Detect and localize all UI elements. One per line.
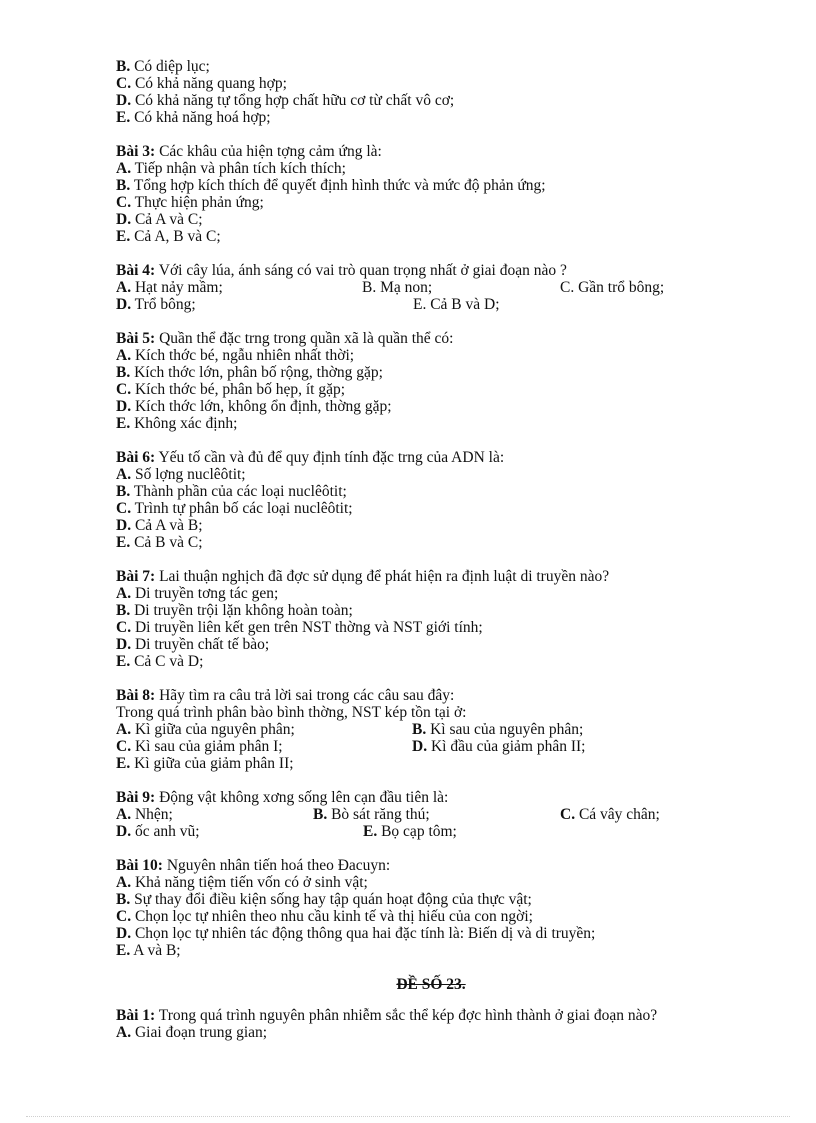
option-c: C. Có khả năng quang hợp; xyxy=(116,75,287,92)
option-b: B. Kì sau của nguyên phân; xyxy=(412,721,584,738)
option-b: B. Mạ non; xyxy=(362,279,433,296)
question-7 xyxy=(116,568,746,670)
question-stem: Bài 6: Yếu tố cần và đủ để quy định tính đặc trng của ADN là: xyxy=(116,449,505,466)
option-d: D. Kì đầu của giảm phân II; xyxy=(412,738,586,755)
option-a: A. Kích thớc bé, ngẫu nhiên nhất thời; xyxy=(116,347,355,364)
option-e: E. Cả B và C; xyxy=(116,534,203,551)
options-row-2 xyxy=(116,823,746,840)
document-page xyxy=(116,58,746,1058)
question-stem-2: Trong quá trình phân bào bình thờng, NST kép tồn tại ở: xyxy=(116,704,467,721)
option-e: E. A và B; xyxy=(116,942,181,959)
question-stem: Bài 4: Với cây lúa, ánh sáng có vai trò quan trọng nhất ở giai đoạn nào ? xyxy=(116,262,567,279)
option-a: A. Tiếp nhận và phân tích kích thích; xyxy=(116,160,346,177)
option-c: C. Chọn lọc tự nhiên theo nhu cầu kinh tế và thị hiếu của con ngời; xyxy=(116,908,533,925)
question-next-1 xyxy=(116,1007,746,1041)
option-e: E. Bọ cạp tôm; xyxy=(363,823,457,840)
option-d: D. Cả A và C; xyxy=(116,211,203,228)
option-b: B. Có diệp lục; xyxy=(116,58,210,75)
option-e: E. Kì giữa của giảm phân II; xyxy=(116,755,294,772)
option-d: D. Cả A và B; xyxy=(116,517,203,534)
option-b: B. Bò sát răng thú; xyxy=(313,806,430,823)
question-5 xyxy=(116,330,746,432)
option-e: E. Có khả năng hoá hợp; xyxy=(116,109,271,126)
option-a: A. Di truyền tơng tác gen; xyxy=(116,585,279,602)
question-3 xyxy=(116,143,746,245)
option-a: A. Hạt nảy mầm; xyxy=(116,279,223,296)
options-row-1 xyxy=(116,806,746,823)
option-e: E. Cả B và D; xyxy=(413,296,500,313)
question-8 xyxy=(116,687,746,772)
option-c: C. Kích thớc bé, phân bố hẹp, ít gặp; xyxy=(116,381,346,398)
options-row-1 xyxy=(116,721,746,738)
option-d: D. Có khả năng tự tổng hợp chất hữu cơ từ chất vô cơ; xyxy=(116,92,455,109)
question-stem: Bài 5: Quần thể đặc trng trong quần xã là quần thể có: xyxy=(116,330,454,347)
option-c: C. Cá vây chân; xyxy=(560,806,660,823)
option-d: D. Di truyền chất tế bào; xyxy=(116,636,270,653)
question-9 xyxy=(116,789,746,840)
options-row-1 xyxy=(116,279,746,296)
question-10 xyxy=(116,857,746,959)
section-heading: ĐỀ SỐ 23. xyxy=(396,976,466,993)
question-6 xyxy=(116,449,746,551)
option-c: C. Trình tự phân bố các loại nuclêôtit; xyxy=(116,500,353,517)
option-d: D. Kích thớc lớn, không ổn định, thờng gặp; xyxy=(116,398,392,415)
option-e: E. Cả A, B và C; xyxy=(116,228,221,245)
question-prev xyxy=(116,58,746,126)
question-stem: Bài 8: Hãy tìm ra câu trả lời sai trong các câu sau đây: xyxy=(116,687,455,704)
option-a: A. Số lợng nuclêôtit; xyxy=(116,466,246,483)
option-a: A. Nhện; xyxy=(116,806,173,823)
option-b: B. Kích thớc lớn, phân bố rộng, thờng gặp; xyxy=(116,364,383,381)
option-e: E. Không xác định; xyxy=(116,415,238,432)
option-c: C. Kì sau của giảm phân I; xyxy=(116,738,283,755)
question-stem: Bài 3: Các khâu của hiện tợng cảm ứng là: xyxy=(116,143,382,160)
options-row-2 xyxy=(116,296,746,313)
option-c: C. Di truyền liên kết gen trên NST thờng và NST giới tính; xyxy=(116,619,483,636)
option-c: C. Thực hiện phản ứng; xyxy=(116,194,264,211)
option-a: A. Kì giữa của nguyên phân; xyxy=(116,721,295,738)
option-a: A. Khả năng tiệm tiến vốn có ở sinh vật; xyxy=(116,874,368,891)
option-b: B. Tổng hợp kích thích để quyết định hình thức và mức độ phản ứng; xyxy=(116,177,546,194)
option-d: D. Trổ bông; xyxy=(116,296,196,313)
option-d: D. Chọn lọc tự nhiên tác động thông qua hai đặc tính là: Biến dị và di truyền; xyxy=(116,925,596,942)
option-e: E. Cả C và D; xyxy=(116,653,204,670)
option-b: B. Thành phần của các loại nuclêôtit; xyxy=(116,483,347,500)
options-row-2 xyxy=(116,738,746,755)
option-a: A. Giai đoạn trung gian; xyxy=(116,1024,268,1041)
question-stem: Bài 7: Lai thuận nghịch đã đợc sử dụng để phát hiện ra định luật di truyền nào? xyxy=(116,568,610,585)
option-d: D. ốc anh vũ; xyxy=(116,823,200,840)
question-stem: Bài 9: Động vật không xơng sống lên cạn đầu tiên là: xyxy=(116,789,449,806)
option-c: C. Gần trổ bông; xyxy=(560,279,665,296)
option-b: B. Di truyền trội lặn không hoàn toàn; xyxy=(116,602,353,619)
question-stem: Bài 10: Nguyên nhân tiến hoá theo Đacuyn: xyxy=(116,857,391,874)
question-4 xyxy=(116,262,746,313)
option-b: B. Sự thay đổi điều kiện sống hay tập quán hoạt động của thực vật; xyxy=(116,891,532,908)
question-stem: Bài 1: Trong quá trình nguyên phân nhiễm sắc thể kép đợc hình thành ở giai đoạn nào? xyxy=(116,1007,658,1024)
footer-dotted-rule xyxy=(26,1116,790,1117)
